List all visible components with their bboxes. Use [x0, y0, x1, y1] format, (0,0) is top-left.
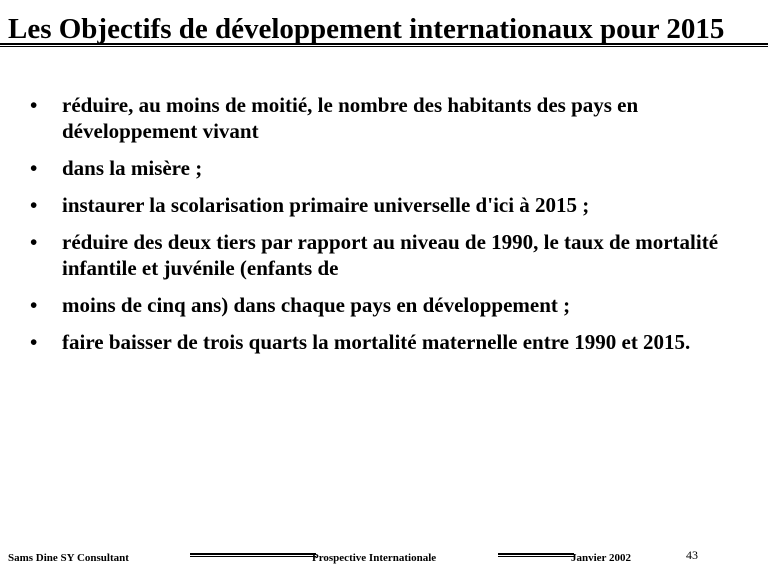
bullet-text: instaurer la scolarisation primaire universelle d'ici à 2015 ; [62, 193, 590, 217]
page-number: 43 [686, 548, 698, 562]
footer-divider [190, 553, 316, 557]
footer-divider [498, 553, 574, 557]
bullet-item [30, 329, 750, 355]
bullet-text: moins de cinq ans) dans chaque pays en développement ; [62, 293, 571, 317]
bullet-item [30, 155, 750, 181]
bullet-icon: • [30, 230, 38, 254]
footer-date: Janvier 2002 [571, 552, 631, 564]
slide-title: Les Objectifs de développement internationaux pour 2015 [8, 13, 725, 45]
bullet-icon: • [30, 330, 38, 354]
bullet-icon: • [30, 93, 38, 117]
bullet-text: réduire des deux tiers par rapport au niveau de 1990, le taux de mortalité infantile et juvénile (enfants de [62, 230, 719, 280]
title-underline [0, 43, 768, 47]
bullet-text: faire baisser de trois quarts la mortalité maternelle entre 1990 et 2015. [62, 330, 691, 354]
bullet-item [30, 92, 750, 144]
bullet-item [30, 192, 750, 218]
bullet-icon: • [30, 293, 38, 317]
bullet-list [30, 92, 750, 366]
bullet-item [30, 229, 750, 281]
slide-footer [0, 548, 768, 568]
bullet-icon: • [30, 156, 38, 180]
bullet-icon: • [30, 193, 38, 217]
bullet-text: réduire, au moins de moitié, le nombre des habitants des pays en développement vivant [62, 93, 639, 143]
footer-subject: Prospective Internationale [312, 552, 437, 564]
bullet-text: dans la misère ; [62, 156, 203, 180]
footer-author: Sams Dine SY Consultant [8, 552, 129, 564]
bullet-item [30, 292, 750, 318]
